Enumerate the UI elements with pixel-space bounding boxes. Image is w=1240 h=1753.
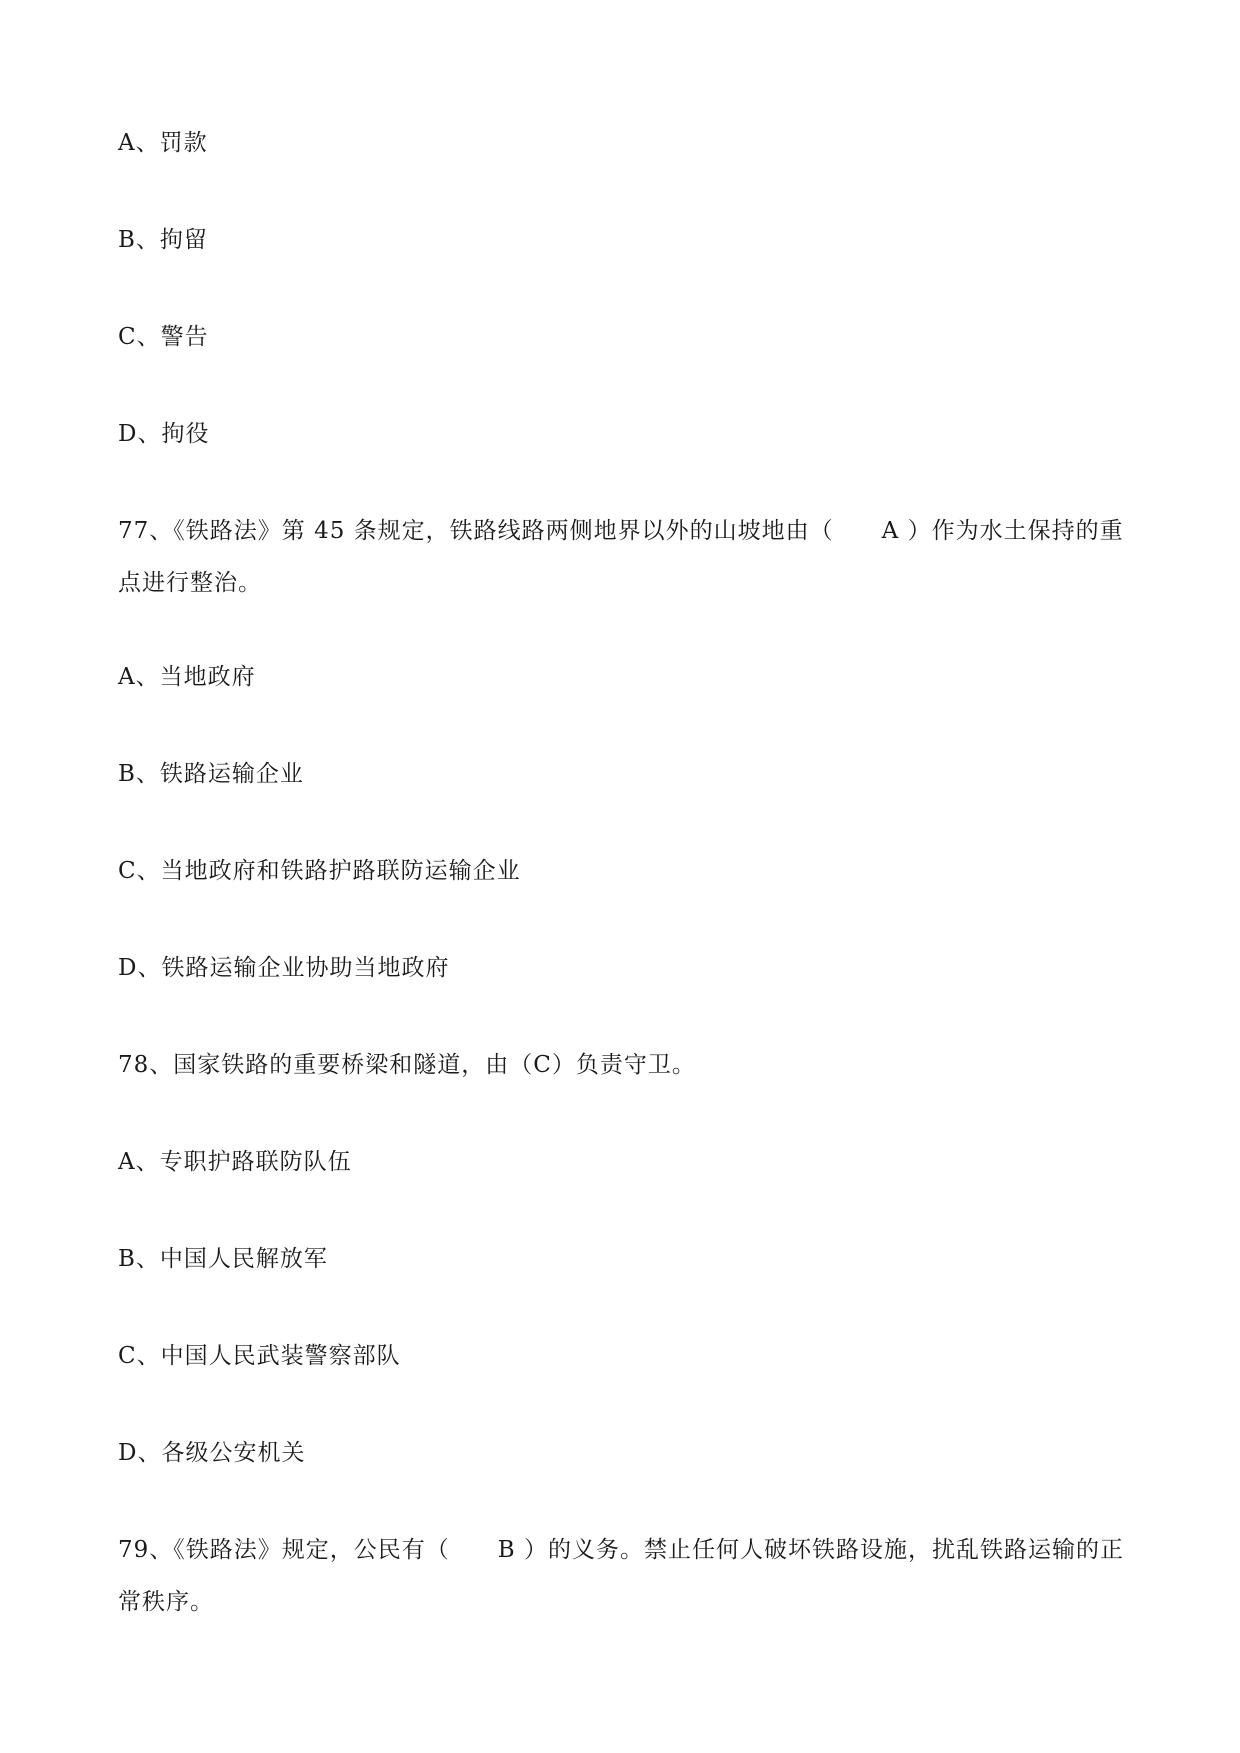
option-c-warning: C、警告 — [118, 324, 209, 350]
question-77: 77、《铁路法》第 45 条规定，铁路线路两侧地界以外的山坡地由（ A ）作为水土保持的重点进行整治。 — [118, 518, 1124, 596]
q78-option-b: B、中国人民解放军 — [118, 1246, 328, 1272]
q78-option-a: A、专职护路联防队伍 — [118, 1149, 352, 1175]
q77-option-d: D、铁路运输企业协助当地政府 — [118, 955, 450, 981]
q78-option-d: D、各级公安机关 — [118, 1440, 306, 1466]
q78-option-c: C、中国人民武装警察部队 — [118, 1343, 401, 1369]
option-d-criminal-detention: D、拘役 — [118, 421, 210, 447]
option-b-detention: B、拘留 — [118, 227, 208, 253]
q77-option-b: B、铁路运输企业 — [118, 761, 304, 787]
q77-option-a: A、当地政府 — [118, 664, 256, 690]
q77-option-c: C、当地政府和铁路护路联防运输企业 — [118, 858, 521, 884]
question-79: 79、《铁路法》规定，公民有（ B ）的义务。禁止任何人破坏铁路设施，扰乱铁路运输的正常秩序。 — [118, 1537, 1124, 1615]
option-a-fine: A、罚款 — [118, 130, 208, 156]
question-78: 78、国家铁路的重要桥梁和隧道，由（C）负责守卫。 — [118, 1052, 696, 1078]
